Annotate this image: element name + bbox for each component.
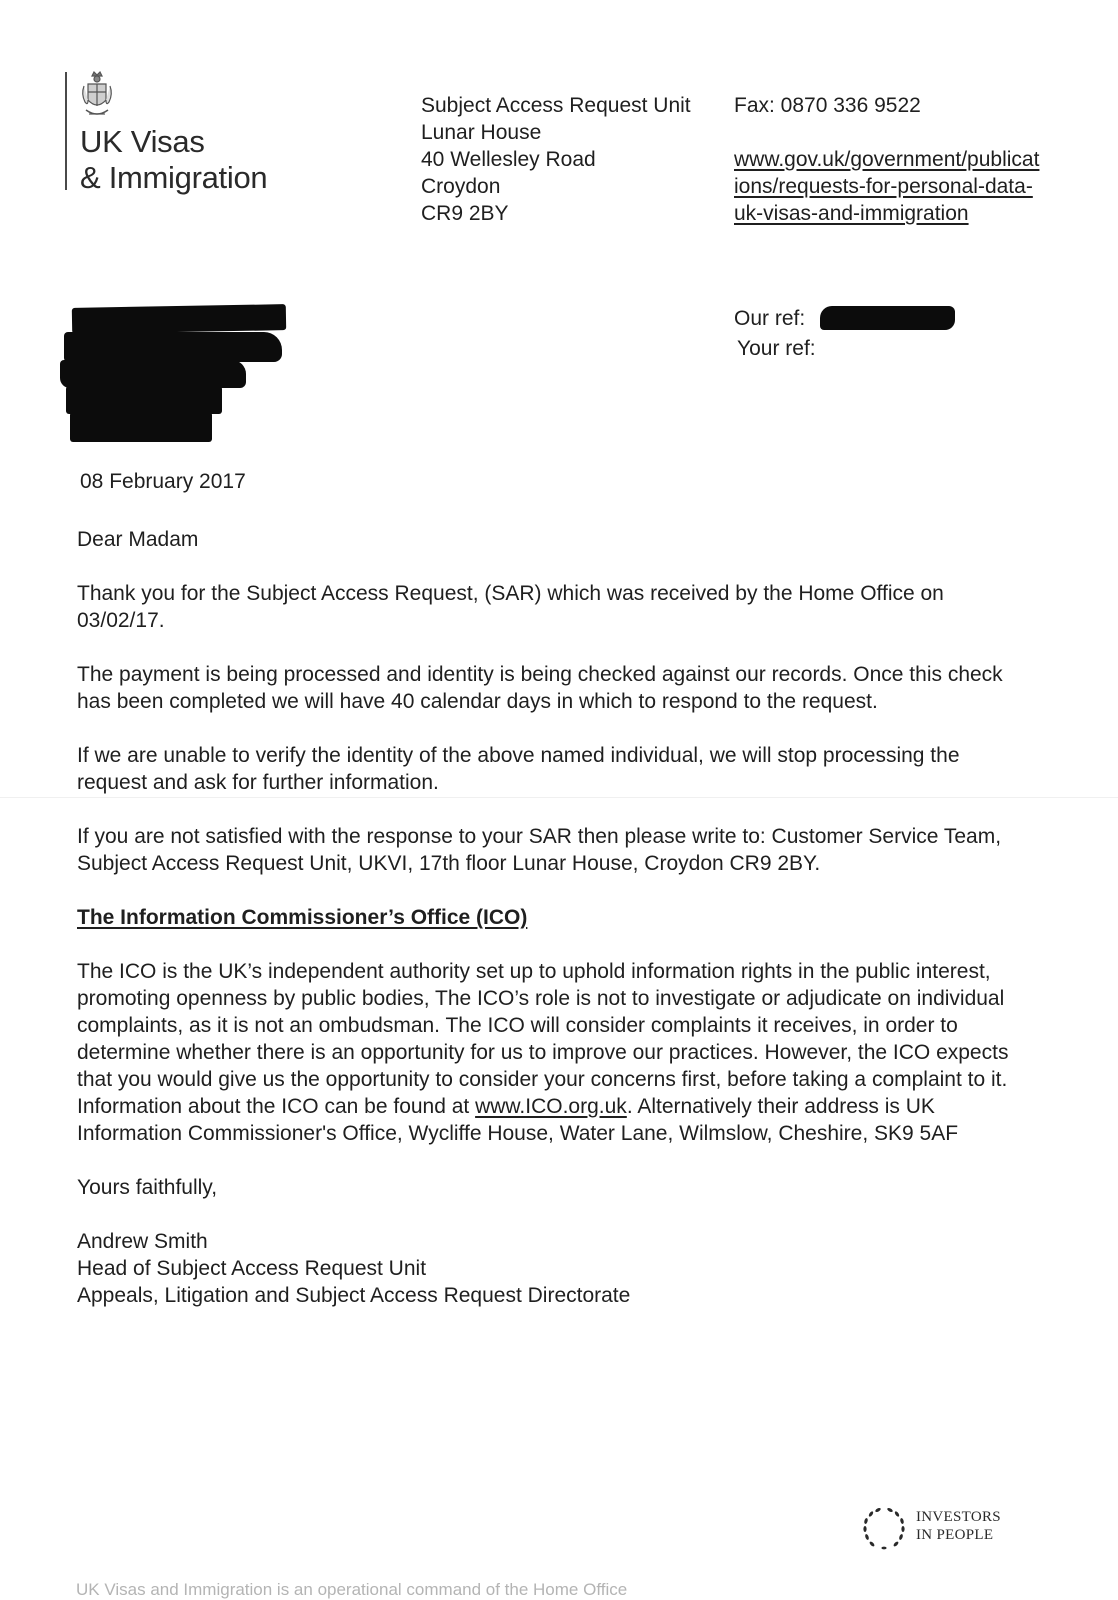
investors-in-people-laurel-icon bbox=[860, 1505, 908, 1551]
paragraph: If you are not satisfied with the response to your SAR then please write to: Customer Service Team, Subject Access Request Unit, UKVI, 17th floor Lunar House, Croydon CR9 2BY. bbox=[77, 825, 1002, 875]
signature-name: Andrew Smith bbox=[77, 1230, 208, 1253]
redacted-our-ref bbox=[820, 306, 955, 330]
logo-divider bbox=[65, 72, 67, 190]
redaction-bar bbox=[70, 412, 212, 442]
signature-block bbox=[77, 1228, 1032, 1309]
logo-line-2: & Immigration bbox=[80, 160, 268, 195]
website-line[interactable]: www.gov.uk/government/publicat bbox=[734, 148, 1040, 171]
letter-body bbox=[77, 526, 1032, 1309]
website-line[interactable]: ions/requests-for-personal-data- bbox=[734, 175, 1033, 198]
paragraph: Thank you for the Subject Access Request, (SAR) which was received by the Home Office on 03/02/17. bbox=[77, 582, 944, 632]
iip-line-1: INVESTORS bbox=[916, 1509, 1001, 1525]
sender-address bbox=[421, 92, 691, 227]
redaction-bar bbox=[60, 360, 246, 388]
signature-title: Head of Subject Access Request Unit bbox=[77, 1257, 427, 1280]
your-ref-label: Your ref: bbox=[737, 337, 816, 360]
fax-number: Fax: 0870 336 9522 bbox=[734, 94, 921, 117]
reference-block bbox=[734, 304, 816, 364]
royal-crest-icon bbox=[80, 70, 114, 126]
ico-text-continued: . Alternatively their address is UK Information Commissioner's Office, Wycliffe House, Water Lane, Wilmslow, Cheshire, SK9 5AF bbox=[77, 1095, 959, 1145]
agency-logo-text bbox=[80, 124, 267, 196]
footer-text: UK Visas and Immigration is an operational command of the Home Office bbox=[76, 1580, 628, 1599]
redaction-bar bbox=[64, 332, 282, 362]
paragraph: If we are unable to verify the identity of the above named individual, we will stop processing the request and ask for further information. bbox=[77, 744, 960, 794]
redaction-bar bbox=[72, 304, 286, 334]
paragraph-ico bbox=[77, 958, 1032, 1147]
ico-website-link[interactable]: www.ICO.org.uk bbox=[475, 1095, 627, 1118]
paragraph: The payment is being processed and identity is being checked against our records. Once this check has been completed we will have 40 calendar days in which to respond to the request. bbox=[77, 663, 1003, 713]
salutation: Dear Madam bbox=[77, 528, 199, 551]
address-line: CR9 2BY bbox=[421, 202, 509, 225]
our-ref-label: Our ref: bbox=[734, 307, 806, 330]
investors-in-people-logo bbox=[916, 1508, 1001, 1544]
signature-department: Appeals, Litigation and Subject Access Request Directorate bbox=[77, 1284, 631, 1307]
closing: Yours faithfully, bbox=[77, 1176, 218, 1199]
letter-date: 08 February 2017 bbox=[80, 470, 246, 493]
address-line: Croydon bbox=[421, 175, 501, 198]
ico-heading: The Information Commissioner’s Office (ICO) bbox=[77, 906, 528, 929]
iip-line-2: IN PEOPLE bbox=[916, 1527, 994, 1543]
redaction-bar bbox=[66, 386, 222, 414]
ico-text: The ICO is the UK’s independent authority set up to uphold information rights in the public interest, promoting openness by public bodies, The ICO’s role is not to investigate or adjudicate on individual complaints, as it is not an ombudsman. The ICO will consider complaints it receives, in order to determine whether there is an opportunity for us to improve our practices. However, the ICO expects that you would give us the opportunity to consider your concerns first, before taking a complaint to it. Information about the ICO can be found at bbox=[77, 960, 1009, 1118]
address-line: Lunar House bbox=[421, 121, 542, 144]
address-line: Subject Access Request Unit bbox=[421, 94, 691, 117]
website-line[interactable]: uk-visas-and-immigration bbox=[734, 202, 969, 225]
logo-line-1: UK Visas bbox=[80, 124, 205, 159]
website-link[interactable] bbox=[734, 146, 1039, 227]
address-line: 40 Wellesley Road bbox=[421, 148, 596, 171]
redacted-recipient-address bbox=[60, 302, 292, 444]
